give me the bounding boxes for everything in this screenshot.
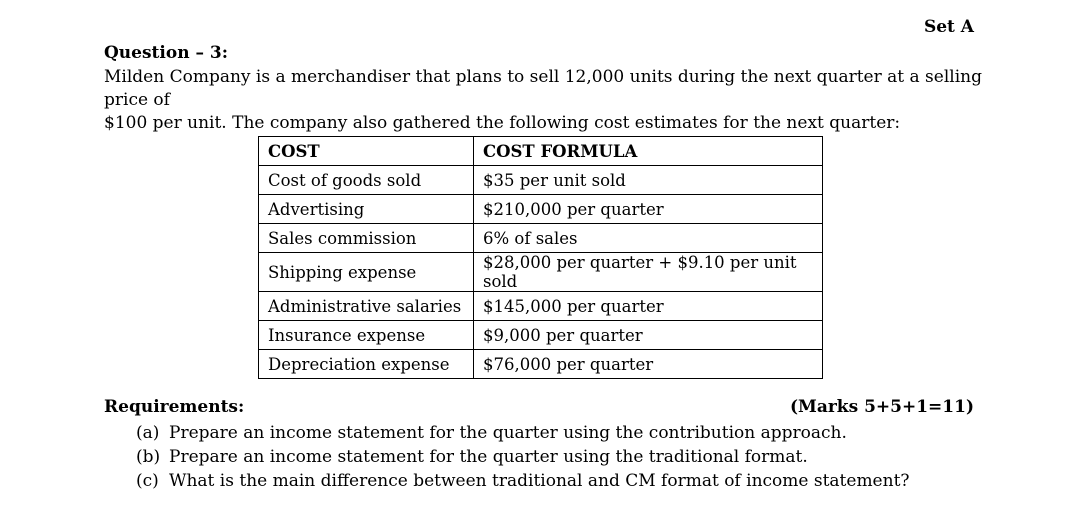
requirement-label: (c) xyxy=(136,471,159,491)
cost-formula: 6% of sales xyxy=(474,224,823,253)
requirements-title: Requirements: xyxy=(104,397,245,417)
cost-table xyxy=(258,136,823,379)
cost-name: Administrative salaries xyxy=(259,292,474,321)
list-item xyxy=(136,421,910,445)
table-row xyxy=(259,350,823,379)
table-row xyxy=(259,321,823,350)
cost-name: Advertising xyxy=(259,195,474,224)
marks-label: (Marks 5+5+1=11) xyxy=(789,397,974,417)
table-row xyxy=(259,253,823,292)
cost-name: Cost of goods sold xyxy=(259,166,474,195)
list-item xyxy=(136,469,910,493)
header-cost: COST xyxy=(259,137,474,166)
table-header-row xyxy=(259,137,823,166)
cost-formula: $28,000 per quarter + $9.10 per unit sold xyxy=(474,253,823,292)
table-row xyxy=(259,224,823,253)
question-line: $100 per unit. The company also gathered the following cost estimates for the next quarter: xyxy=(104,113,901,133)
cost-formula: $210,000 per quarter xyxy=(474,195,823,224)
requirement-text: Prepare an income statement for the quarter using the traditional format. xyxy=(169,447,808,467)
requirements-list xyxy=(136,421,910,493)
cost-formula: $145,000 per quarter xyxy=(474,292,823,321)
table-row xyxy=(259,292,823,321)
question-text xyxy=(104,66,984,135)
header-cost-formula: COST FORMULA xyxy=(474,137,823,166)
table-row xyxy=(259,195,823,224)
cost-formula: $76,000 per quarter xyxy=(474,350,823,379)
list-item xyxy=(136,445,910,469)
cost-formula: $35 per unit sold xyxy=(474,166,823,195)
requirement-text: Prepare an income statement for the quarter using the contribution approach. xyxy=(169,423,847,443)
requirement-label: (b) xyxy=(136,447,161,467)
cost-name: Depreciation expense xyxy=(259,350,474,379)
requirement-text: What is the main difference between traditional and CM format of income statement? xyxy=(169,471,910,491)
question-title: Question – 3: xyxy=(104,43,229,63)
cost-name: Sales commission xyxy=(259,224,474,253)
table-row xyxy=(259,166,823,195)
question-line: Milden Company is a merchandiser that plans to sell 12,000 units during the next quarter at a selling price of xyxy=(104,67,982,110)
cost-formula: $9,000 per quarter xyxy=(474,321,823,350)
cost-name: Insurance expense xyxy=(259,321,474,350)
set-label: Set A xyxy=(923,17,974,37)
requirement-label: (a) xyxy=(136,423,160,443)
cost-name: Shipping expense xyxy=(259,253,474,292)
